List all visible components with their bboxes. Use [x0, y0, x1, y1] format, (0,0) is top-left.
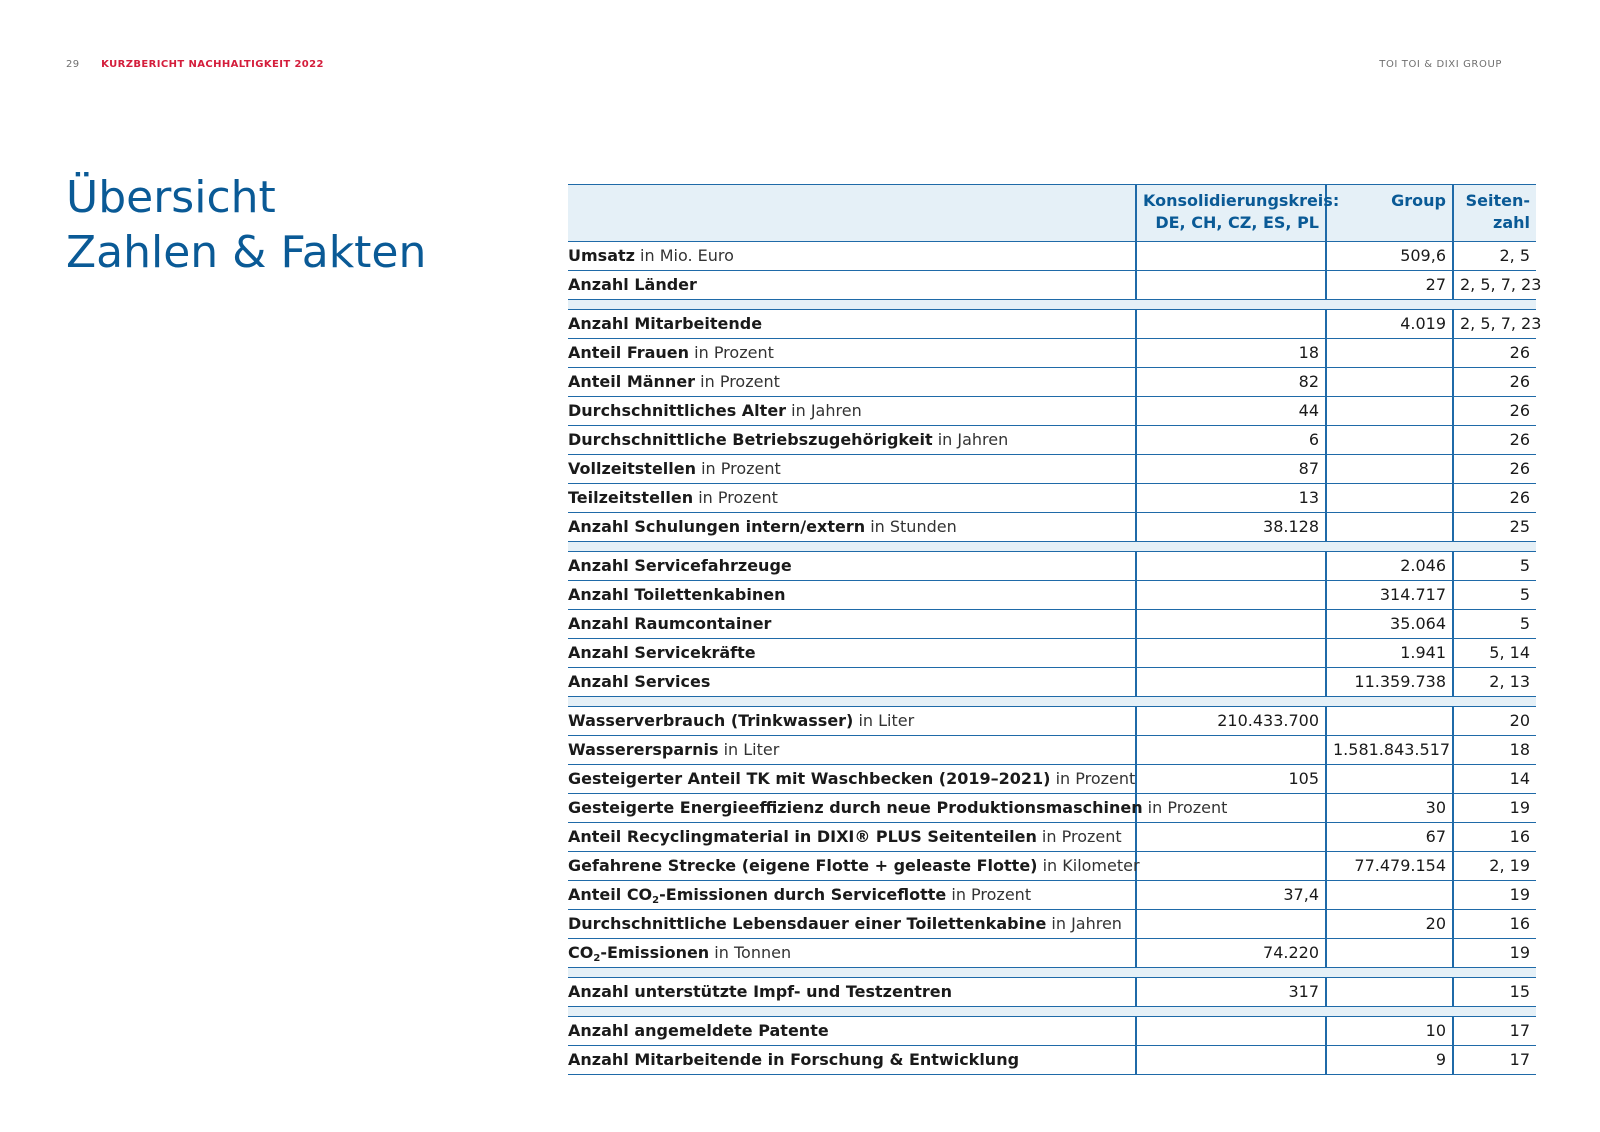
konsolidierung-value [1136, 736, 1326, 765]
row-label: Anzahl Servicekräfte [568, 639, 1136, 668]
page-ref: 17 [1453, 1046, 1536, 1075]
page-ref: 19 [1453, 881, 1536, 910]
page-ref: 17 [1453, 1017, 1536, 1046]
group-value: 9 [1326, 1046, 1453, 1075]
table-row [568, 765, 1536, 794]
table-row [568, 368, 1536, 397]
konsolidierung-value [1136, 310, 1326, 339]
header-seitenzahl-line-1: Seiten- [1465, 191, 1530, 210]
table-row [568, 852, 1536, 881]
konsolidierung-value: 18 [1136, 339, 1326, 368]
facts-table [568, 184, 1542, 1075]
row-label: Anteil Männer in Prozent [568, 368, 1136, 397]
section-divider [568, 1007, 1536, 1017]
table-row [568, 978, 1536, 1007]
konsolidierung-value: 6 [1136, 426, 1326, 455]
row-label: Anzahl unterstützte Impf- und Testzentren [568, 978, 1136, 1007]
konsolidierung-value: 210.433.700 [1136, 707, 1326, 736]
konsolidierung-value: 13 [1136, 484, 1326, 513]
table-row [568, 581, 1536, 610]
group-value [1326, 339, 1453, 368]
konsolidierung-value: 105 [1136, 765, 1326, 794]
page-ref: 26 [1453, 484, 1536, 513]
page-ref: 19 [1453, 794, 1536, 823]
group-value [1326, 765, 1453, 794]
table-row [568, 484, 1536, 513]
konsolidierung-value [1136, 639, 1326, 668]
page-ref: 19 [1453, 939, 1536, 968]
konsolidierung-value [1136, 1017, 1326, 1046]
table-row [568, 939, 1536, 968]
company-name: TOI TOI & DIXI GROUP [1379, 59, 1502, 70]
section-divider [568, 300, 1536, 310]
table-row [568, 639, 1536, 668]
header-label [568, 185, 1136, 242]
row-label: Anzahl Servicefahrzeuge [568, 552, 1136, 581]
page-ref: 20 [1453, 707, 1536, 736]
row-label: Anteil Recyclingmaterial in DIXI® PLUS Seitenteilen in Prozent [568, 823, 1136, 852]
table-row [568, 426, 1536, 455]
page-ref: 2, 5, 7, 23 [1453, 271, 1536, 300]
table-row [568, 881, 1536, 910]
row-label: Durchschnittliches Alter in Jahren [568, 397, 1136, 426]
page-title [66, 170, 426, 280]
row-label: Teilzeitstellen in Prozent [568, 484, 1136, 513]
header-konsolidierungskreis [1136, 185, 1340, 242]
row-label: Anzahl Raumcontainer [568, 610, 1136, 639]
table-row [568, 794, 1536, 823]
group-value: 77.479.154 [1326, 852, 1453, 881]
konsolidierung-value: 44 [1136, 397, 1326, 426]
header-group: Group [1326, 185, 1453, 242]
group-value: 20 [1326, 910, 1453, 939]
group-value [1326, 426, 1453, 455]
konsolidierung-value: 38.128 [1136, 513, 1326, 542]
table-row [568, 910, 1536, 939]
konsolidierung-value [1136, 610, 1326, 639]
group-value [1326, 881, 1453, 910]
group-value: 10 [1326, 1017, 1453, 1046]
page-title-line-2: Zahlen & Fakten [66, 227, 427, 278]
page-ref: 2, 5, 7, 23 [1453, 310, 1536, 339]
konsolidierung-value [1136, 1046, 1326, 1075]
row-label: Umsatz in Mio. Euro [568, 242, 1136, 271]
konsolidierung-value [1136, 242, 1326, 271]
row-label: Gesteigerte Energieeffizienz durch neue Produktionsmaschinen in Prozent [568, 794, 1136, 823]
table-row [568, 339, 1536, 368]
group-value: 27 [1326, 271, 1453, 300]
table-row [568, 707, 1536, 736]
group-value [1326, 939, 1453, 968]
row-label: Anzahl Mitarbeitende in Forschung & Entwicklung [568, 1046, 1136, 1075]
table-row [568, 1046, 1536, 1075]
page-ref: 2, 5 [1453, 242, 1536, 271]
konsolidierung-value: 87 [1136, 455, 1326, 484]
page-ref: 5 [1453, 581, 1536, 610]
group-value: 67 [1326, 823, 1453, 852]
konsolidierung-value [1136, 823, 1326, 852]
page-ref: 18 [1453, 736, 1536, 765]
table-row [568, 271, 1536, 300]
section-divider [568, 968, 1536, 978]
table-row [568, 610, 1536, 639]
section-divider [568, 697, 1536, 707]
group-value [1326, 368, 1453, 397]
page-number: 29 [66, 59, 80, 70]
page-ref: 26 [1453, 339, 1536, 368]
page-ref: 26 [1453, 397, 1536, 426]
page-ref: 25 [1453, 513, 1536, 542]
group-value [1326, 397, 1453, 426]
table-header-row [568, 185, 1536, 242]
konsolidierung-value: 37,4 [1136, 881, 1326, 910]
konsolidierung-value: 82 [1136, 368, 1326, 397]
row-label: Anteil Frauen in Prozent [568, 339, 1136, 368]
konsolidierung-value [1136, 552, 1326, 581]
row-label: Wasserverbrauch (Trinkwasser) in Liter [568, 707, 1136, 736]
group-value [1326, 484, 1453, 513]
page-ref: 5 [1453, 552, 1536, 581]
page-ref: 26 [1453, 426, 1536, 455]
page-ref: 26 [1453, 368, 1536, 397]
table-row [568, 552, 1536, 581]
row-label: Gefahrene Strecke (eigene Flotte + geleaste Flotte) in Kilometer [568, 852, 1136, 881]
page-ref: 2, 13 [1453, 668, 1536, 697]
page-ref: 16 [1453, 910, 1536, 939]
row-label: Anzahl Services [568, 668, 1136, 697]
konsolidierung-value [1136, 581, 1326, 610]
row-label: $CO_2$-Emissionen in Tonnen [568, 939, 1136, 968]
konsolidierung-value [1136, 910, 1326, 939]
page-ref: 14 [1453, 765, 1536, 794]
header-seitenzahl [1453, 185, 1536, 242]
table-row [568, 668, 1536, 697]
row-label: Anzahl Schulungen intern/extern in Stunden [568, 513, 1136, 542]
group-value [1326, 707, 1453, 736]
facts-table-container [568, 184, 1542, 1075]
row-label: Durchschnittliche Betriebszugehörigkeit in Jahren [568, 426, 1136, 455]
group-value: 1.941 [1326, 639, 1453, 668]
page-header [66, 59, 324, 70]
group-value [1326, 455, 1453, 484]
header-konsolidierung-line-1: Konsolidierungskreis: [1143, 191, 1340, 210]
row-label: Gesteigerter Anteil TK mit Waschbecken (2019–2021) in Prozent [568, 765, 1136, 794]
header-seitenzahl-line-2: zahl [1493, 213, 1530, 232]
page-ref: 16 [1453, 823, 1536, 852]
row-label: Anzahl Mitarbeitende [568, 310, 1136, 339]
page-ref: 2, 19 [1453, 852, 1536, 881]
row-label: Anteil $CO_2$-Emissionen durch Serviceflotte in Prozent [568, 881, 1136, 910]
header-konsolidierung-line-2: DE, CH, CZ, ES, PL [1155, 213, 1319, 232]
row-label: Durchschnittliche Lebensdauer einer Toilettenkabine in Jahren [568, 910, 1136, 939]
group-value: 509,6 [1326, 242, 1453, 271]
row-label: Wasserersparnis in Liter [568, 736, 1136, 765]
row-label: Anzahl angemeldete Patente [568, 1017, 1136, 1046]
row-label: Anzahl Länder [568, 271, 1136, 300]
konsolidierung-value [1136, 852, 1326, 881]
page-ref: 5 [1453, 610, 1536, 639]
table-row [568, 513, 1536, 542]
table-row [568, 310, 1536, 339]
table-row [568, 736, 1536, 765]
table-body [568, 242, 1542, 1075]
konsolidierung-value [1136, 271, 1326, 300]
group-value: 1.581.843.517 [1326, 736, 1453, 765]
group-value [1326, 513, 1453, 542]
table-row [568, 455, 1536, 484]
konsolidierung-value: 74.220 [1136, 939, 1326, 968]
group-value [1326, 978, 1453, 1007]
table-row [568, 1017, 1536, 1046]
group-value: 30 [1326, 794, 1453, 823]
page-ref: 5, 14 [1453, 639, 1536, 668]
page-title-line-1: Übersicht [66, 172, 276, 223]
group-value: 11.359.738 [1326, 668, 1453, 697]
konsolidierung-value: 317 [1136, 978, 1326, 1007]
group-value: 2.046 [1326, 552, 1453, 581]
section-divider [568, 542, 1536, 552]
group-value: 314.717 [1326, 581, 1453, 610]
konsolidierung-value [1136, 668, 1326, 697]
table-row [568, 397, 1536, 426]
report-title: KURZBERICHT NACHHALTIGKEIT 2022 [101, 59, 324, 70]
group-value: 4.019 [1326, 310, 1453, 339]
row-label: Anzahl Toilettenkabinen [568, 581, 1136, 610]
page-ref: 15 [1453, 978, 1536, 1007]
row-label: Vollzeitstellen in Prozent [568, 455, 1136, 484]
group-value: 35.064 [1326, 610, 1453, 639]
table-row [568, 242, 1536, 271]
table-row [568, 823, 1536, 852]
page-ref: 26 [1453, 455, 1536, 484]
